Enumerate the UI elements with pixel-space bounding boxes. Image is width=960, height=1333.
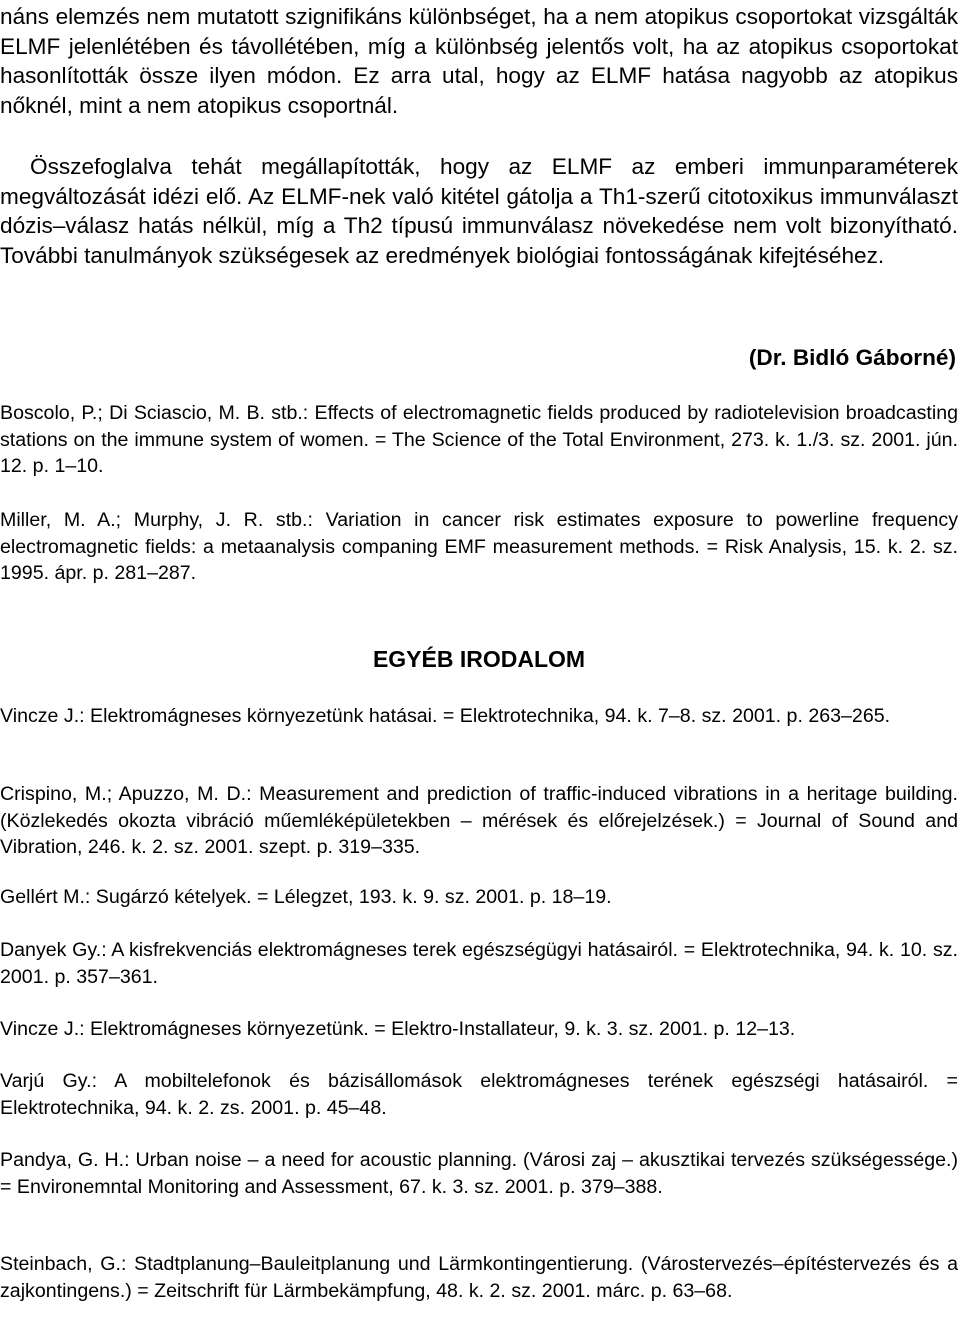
other-ref-item-8: Steinbach, G.: Stadtplanung–Bauleitplanung und Lärmkontingentierung. (Várostervezés–építéstervezés és a zajkontingens.) = Zeitschrift für Lärmbekämpfung, 48. k. 2. sz. 2001. márc. p. 63–68. xyxy=(0,1253,958,1302)
author-signature: (Dr. Bidló Gáborné) xyxy=(748,345,956,370)
reference-item-1: Boscolo, P.; Di Sciascio, M. B. stb.: Effects of electromagnetic fields produced by radiotelevision broadcasting stations on the immune system of women. = The Science of the Total Environment, 273. k. 1./3. sz. 2001. jún. 12. p. 1–10. xyxy=(0,402,958,477)
intro-paragraph-2: Összefoglalva tehát megállapították, hogy az ELMF az emberi immunparaméterek megváltozását idézi elő. Az ELMF-nek való kitétel gátolja a Th1-szerű citotoxikus immunválaszt dózis–válasz hatás nélkül, míg a Th2 típusú immunválasz növekedése nem volt bizonyítható. További tanulmányok szükségesek az eredmények biológiai fontosságának kifejtéséhez. xyxy=(0,154,958,268)
other-ref-item-6: Varjú Gy.: A mobiltelefonok és bázisállomások elektromágneses terének egészségi hatásairól. = Elektrotechnika, 94. k. 2. zs. 2001. p. 45–48. xyxy=(0,1070,958,1119)
reference-item-2: Miller, M. A.; Murphy, J. R. stb.: Variation in cancer risk estimates exposure to powerline frequency electromagnetic fields: a metaanalysis companing EMF measurement methods. = Risk Analysis, 15. k. 2. sz. 1995. ápr. p. 281–287. xyxy=(0,509,958,584)
other-ref-item-1: Vincze J.: Elektromágneses környezetünk hatásai. = Elektrotechnika, 94. k. 7–8. sz. 2001. p. 263–265. xyxy=(0,705,891,727)
other-ref-item-3: Gellért M.: Sugárzó kételyek. = Lélegzet, 193. k. 9. sz. 2001. p. 18–19. xyxy=(0,886,612,908)
intro-paragraph-1: náns elemzés nem mutatott szignifikáns különbséget, ha a nem atopikus csoportokat vizsgálták ELMF jelenlétében és távollétében, míg a különbség jelentős volt, ha az atopikus csoportokat hasonlították össze ilyen módon. Ez arra utal, hogy az ELMF hatása nagyobb az atopikus nőknél, mint a nem atopikus csoportnál. xyxy=(0,4,958,118)
section-title-other-literature: EGYÉB IRODALOM xyxy=(372,646,586,672)
other-ref-item-4: Danyek Gy.: A kisfrekvenciás elektromágneses terek egészségügyi hatásairól. = Elektrotechnika, 94. k. 10. sz. 2001. p. 357–361. xyxy=(0,939,958,988)
other-ref-item-2: Crispino, M.; Apuzzo, M. D.: Measurement and prediction of traffic-induced vibrations in a heritage building. (Közlekedés okozta vibráció műemléképületekben – mérések és előrejelzések.) = Journal of Sound and Vibration, 246. k. 2. sz. 2001. szept. p. 319–335. xyxy=(0,783,958,858)
other-ref-item-5: Vincze J.: Elektromágneses környezetünk. = Elektro-Installateur, 9. k. 3. sz. 2001. p. 12–13. xyxy=(0,1018,796,1040)
other-ref-item-7: Pandya, G. H.: Urban noise – a need for acoustic planning. (Városi zaj – akusztikai tervezés szükségessége.) = Environemntal Monitoring and Assessment, 67. k. 3. sz. 2001. p. 379–388. xyxy=(0,1149,958,1198)
